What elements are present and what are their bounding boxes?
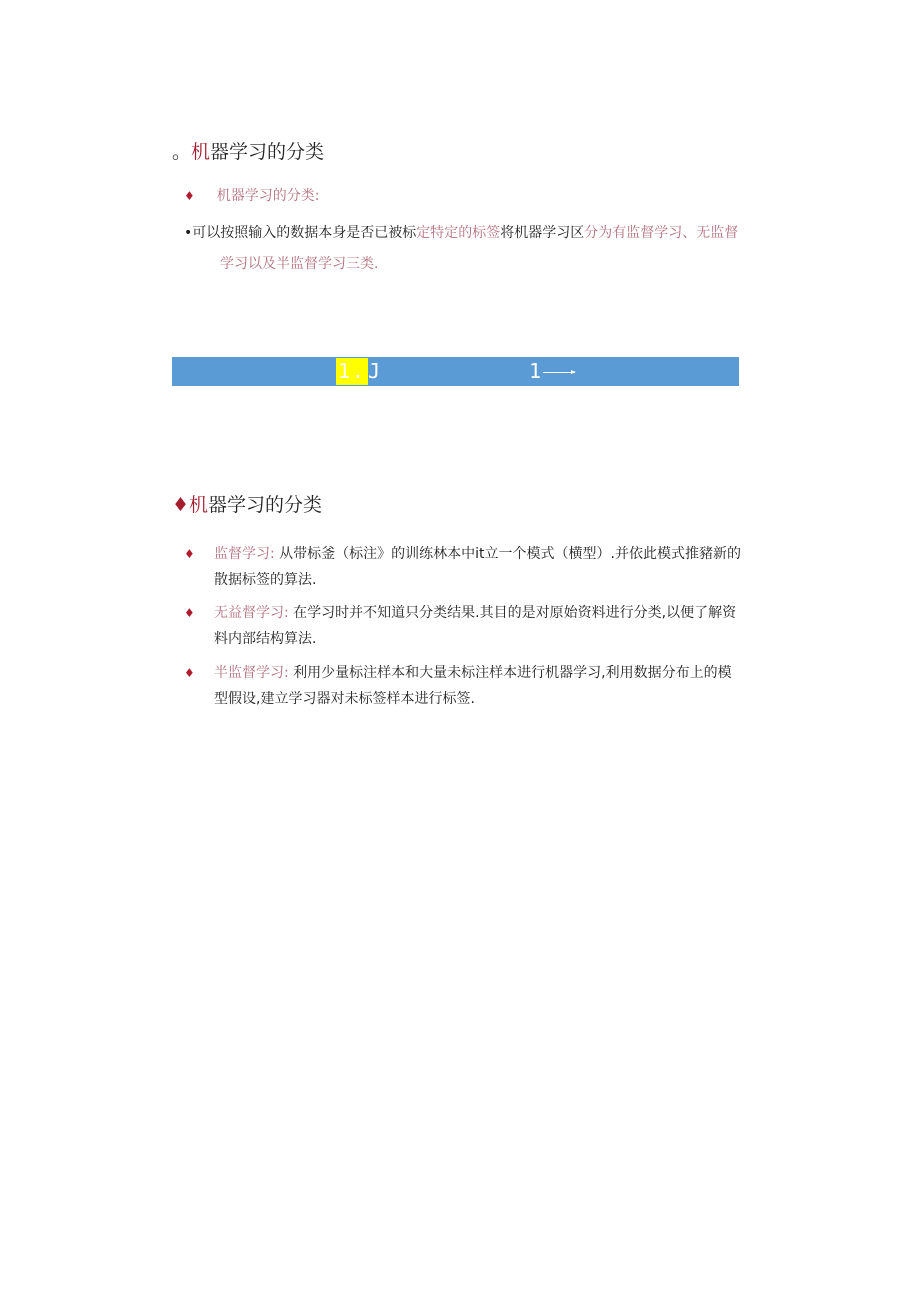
heading-mark: 。	[172, 141, 192, 163]
diamond-bullet-icon: ♦	[184, 666, 195, 680]
banner-text-left: 1.	[338, 359, 367, 383]
para-part1: 可以按照输入的数据本身是否已被标	[192, 225, 417, 241]
arrow-right-icon	[543, 372, 575, 373]
diamond-bullet-icon: ♦	[184, 547, 195, 561]
diamond-bullet-icon: ♦	[184, 189, 195, 203]
heading-red-part: ♦机	[172, 494, 209, 516]
banner-text-right: 1	[529, 359, 542, 383]
item-label: 监督学习:	[214, 546, 275, 562]
heading-red-char: 机	[191, 141, 211, 163]
heading-rest: 器学习的分类	[210, 141, 325, 163]
section1-paragraph	[184, 222, 738, 244]
section1-heading	[172, 139, 324, 165]
item-text: 从带标釜（标注》的训练林本中it立一个模式（横型）.并依此模式推豬新的散据标签的算法.	[214, 546, 741, 588]
item-text: 在学习时并不知道只分类结果.其目的是对原始资料进行分类,以便了解资料内部结构算法.	[214, 605, 737, 647]
section1-subheading	[184, 186, 319, 206]
section1-paragraph-line2: 学习以及半监督学习三类.	[220, 256, 379, 272]
list-item-semi-supervised	[184, 660, 744, 712]
para-part3: 将机器学习区	[500, 225, 585, 241]
para-part2: 定特定的标签	[416, 225, 501, 241]
blue-banner	[172, 357, 739, 386]
item-text: 利用少量标注样本和大量未标注样本进行机器学习,利用数据分布上的模型假设,建立学习器对未标签样本进行标签.	[214, 665, 732, 707]
section2-heading	[172, 492, 322, 518]
subheading-label: 机器学习的分类:	[216, 188, 320, 204]
item-label: 无益督学习:	[214, 605, 289, 621]
para-part4: 分为有监督学习、无监督	[584, 225, 739, 241]
item-label: 半监督学习:	[214, 665, 289, 681]
list-item-unsupervised	[184, 600, 744, 652]
heading-rest: 器学习的分类	[208, 494, 323, 516]
dot-bullet-icon: •	[184, 225, 193, 241]
list-item-supervised	[184, 541, 744, 593]
diamond-bullet-icon: ♦	[184, 606, 195, 620]
banner-text-mid: J	[368, 359, 381, 383]
